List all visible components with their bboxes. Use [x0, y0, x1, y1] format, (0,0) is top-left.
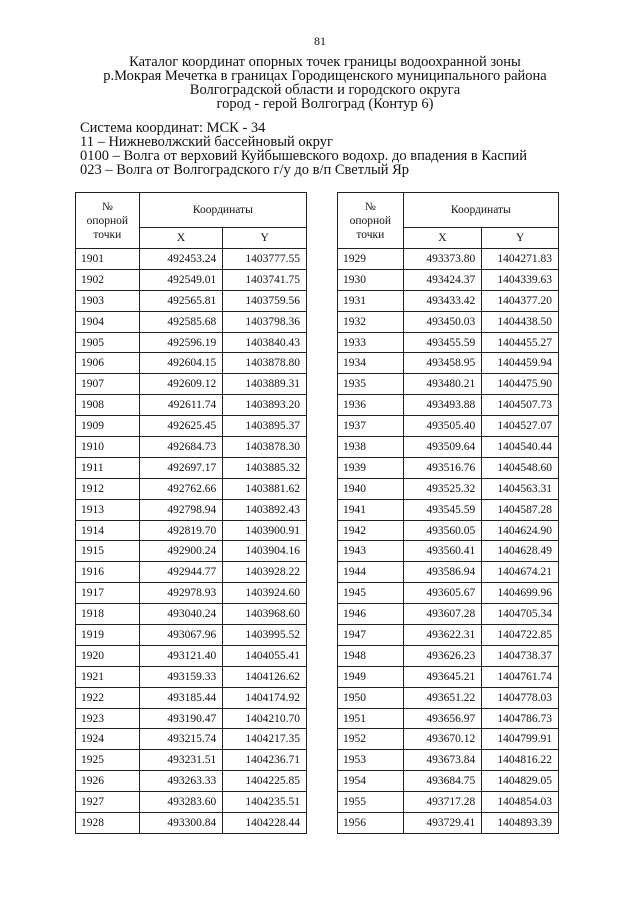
- point-number-cell: 1928: [76, 813, 140, 834]
- x-coordinate-cell: 493067.96: [139, 625, 223, 646]
- y-coordinate-cell: 1404854.03: [482, 792, 559, 813]
- table-row: [338, 750, 559, 771]
- header-coordinates: Координаты: [139, 193, 306, 228]
- point-number-cell: 1920: [76, 645, 140, 666]
- x-coordinate-cell: 493480.21: [403, 374, 482, 395]
- table-row: [338, 729, 559, 750]
- table-row: [76, 541, 307, 562]
- table-row: [338, 395, 559, 416]
- y-coordinate-cell: 1404738.37: [482, 645, 559, 666]
- table-row: [338, 583, 559, 604]
- x-coordinate-cell: 493263.33: [139, 771, 223, 792]
- x-coordinate-cell: 492453.24: [139, 249, 223, 270]
- table-row: [76, 457, 307, 478]
- x-coordinate-cell: 492604.15: [139, 353, 223, 374]
- x-coordinate-cell: 492978.93: [139, 583, 223, 604]
- x-coordinate-cell: 493525.32: [403, 478, 482, 499]
- point-number-cell: 1956: [338, 813, 404, 834]
- x-coordinate-cell: 493684.75: [403, 771, 482, 792]
- y-coordinate-cell: 1404893.39: [482, 813, 559, 834]
- point-number-cell: 1907: [76, 374, 140, 395]
- x-coordinate-cell: 493450.03: [403, 311, 482, 332]
- header-y: Y: [482, 228, 559, 249]
- y-coordinate-cell: 1404705.34: [482, 604, 559, 625]
- table-row: [338, 771, 559, 792]
- point-number-cell: 1949: [338, 666, 404, 687]
- y-coordinate-cell: 1403878.80: [223, 353, 307, 374]
- y-coordinate-cell: 1403900.91: [223, 520, 307, 541]
- document-title: [60, 55, 590, 111]
- table-row: [338, 541, 559, 562]
- table-row: [76, 750, 307, 771]
- point-number-cell: 1916: [76, 562, 140, 583]
- table-row: [338, 437, 559, 458]
- point-number-cell: 1945: [338, 583, 404, 604]
- point-number-cell: 1915: [76, 541, 140, 562]
- point-number-cell: 1933: [338, 332, 404, 353]
- table-row: [338, 562, 559, 583]
- table-row: [338, 792, 559, 813]
- point-number-cell: 1901: [76, 249, 140, 270]
- y-coordinate-cell: 1404339.63: [482, 269, 559, 290]
- x-coordinate-cell: 493729.41: [403, 813, 482, 834]
- y-coordinate-cell: 1403895.37: [223, 416, 307, 437]
- y-coordinate-cell: 1404438.50: [482, 311, 559, 332]
- table-row: [76, 729, 307, 750]
- point-number-cell: 1936: [338, 395, 404, 416]
- x-coordinate-cell: 493458.95: [403, 353, 482, 374]
- title-line: р.Мокрая Мечетка в границах Городищенского муниципального района: [103, 68, 547, 84]
- header-x: X: [139, 228, 223, 249]
- x-coordinate-cell: 493040.24: [139, 604, 223, 625]
- x-coordinate-cell: 493190.47: [139, 708, 223, 729]
- table-row: [338, 666, 559, 687]
- point-number-cell: 1946: [338, 604, 404, 625]
- y-coordinate-cell: 1404210.70: [223, 708, 307, 729]
- table-row: [338, 269, 559, 290]
- y-coordinate-cell: 1404459.94: [482, 353, 559, 374]
- point-number-cell: 1914: [76, 520, 140, 541]
- x-coordinate-cell: 492697.17: [139, 457, 223, 478]
- x-coordinate-cell: 493605.67: [403, 583, 482, 604]
- y-coordinate-cell: 1403928.22: [223, 562, 307, 583]
- y-coordinate-cell: 1404527.07: [482, 416, 559, 437]
- y-coordinate-cell: 1404778.03: [482, 687, 559, 708]
- table-row: [76, 520, 307, 541]
- y-coordinate-cell: 1404548.60: [482, 457, 559, 478]
- x-coordinate-cell: 492798.94: [139, 499, 223, 520]
- point-number-cell: 1903: [76, 290, 140, 311]
- y-coordinate-cell: 1404055.41: [223, 645, 307, 666]
- table-row: [76, 311, 307, 332]
- x-coordinate-cell: 492944.77: [139, 562, 223, 583]
- y-coordinate-cell: 1404236.71: [223, 750, 307, 771]
- point-number-cell: 1913: [76, 499, 140, 520]
- y-coordinate-cell: 1403904.16: [223, 541, 307, 562]
- x-coordinate-cell: 492900.24: [139, 541, 223, 562]
- point-number-cell: 1954: [338, 771, 404, 792]
- x-coordinate-cell: 493455.59: [403, 332, 482, 353]
- y-coordinate-cell: 1404540.44: [482, 437, 559, 458]
- table-row: [76, 478, 307, 499]
- y-coordinate-cell: 1403968.60: [223, 604, 307, 625]
- x-coordinate-cell: 493670.12: [403, 729, 482, 750]
- point-number-cell: 1939: [338, 457, 404, 478]
- point-number-cell: 1909: [76, 416, 140, 437]
- point-number-cell: 1922: [76, 687, 140, 708]
- point-number-cell: 1942: [338, 520, 404, 541]
- x-coordinate-cell: 493586.94: [403, 562, 482, 583]
- point-number-cell: 1905: [76, 332, 140, 353]
- table-row: [76, 374, 307, 395]
- point-number-cell: 1932: [338, 311, 404, 332]
- x-coordinate-cell: 493185.44: [139, 687, 223, 708]
- point-number-cell: 1934: [338, 353, 404, 374]
- x-coordinate-cell: 493516.76: [403, 457, 482, 478]
- x-coordinate-cell: 493560.41: [403, 541, 482, 562]
- x-coordinate-cell: 492565.81: [139, 290, 223, 311]
- x-coordinate-cell: 493509.64: [403, 437, 482, 458]
- system-line: 023 – Волга от Волгоградского г/у до в/п Светлый Яр: [80, 162, 410, 178]
- table-row: [76, 708, 307, 729]
- table-row: [76, 604, 307, 625]
- table-row: [338, 813, 559, 834]
- y-coordinate-cell: 1404507.73: [482, 395, 559, 416]
- table-row: [76, 269, 307, 290]
- x-coordinate-cell: 493673.84: [403, 750, 482, 771]
- table-row: [76, 583, 307, 604]
- point-number-cell: 1955: [338, 792, 404, 813]
- x-coordinate-cell: 493424.37: [403, 269, 482, 290]
- y-coordinate-cell: 1404816.22: [482, 750, 559, 771]
- point-number-cell: 1935: [338, 374, 404, 395]
- x-coordinate-cell: 492549.01: [139, 269, 223, 290]
- point-number-cell: 1924: [76, 729, 140, 750]
- y-coordinate-cell: 1403893.20: [223, 395, 307, 416]
- point-number-cell: 1931: [338, 290, 404, 311]
- x-coordinate-cell: 493121.40: [139, 645, 223, 666]
- x-coordinate-cell: 493651.22: [403, 687, 482, 708]
- coordinate-system-info: [80, 121, 600, 177]
- y-coordinate-cell: 1403892.43: [223, 499, 307, 520]
- y-coordinate-cell: 1404563.31: [482, 478, 559, 499]
- point-number-cell: 1947: [338, 625, 404, 646]
- point-number-cell: 1923: [76, 708, 140, 729]
- x-coordinate-cell: 493493.88: [403, 395, 482, 416]
- y-coordinate-cell: 1404786.73: [482, 708, 559, 729]
- x-coordinate-cell: 493607.28: [403, 604, 482, 625]
- y-coordinate-cell: 1403889.31: [223, 374, 307, 395]
- y-coordinate-cell: 1404587.28: [482, 499, 559, 520]
- y-coordinate-cell: 1404228.44: [223, 813, 307, 834]
- y-coordinate-cell: 1404674.21: [482, 562, 559, 583]
- y-coordinate-cell: 1403777.55: [223, 249, 307, 270]
- point-number-cell: 1925: [76, 750, 140, 771]
- point-number-cell: 1908: [76, 395, 140, 416]
- y-coordinate-cell: 1404722.85: [482, 625, 559, 646]
- table-row: [338, 374, 559, 395]
- y-coordinate-cell: 1404217.35: [223, 729, 307, 750]
- coordinates-table-right: [337, 192, 559, 834]
- x-coordinate-cell: 492596.19: [139, 332, 223, 353]
- y-coordinate-cell: 1403878.30: [223, 437, 307, 458]
- table-row: [338, 416, 559, 437]
- point-number-cell: 1912: [76, 478, 140, 499]
- y-coordinate-cell: 1404475.90: [482, 374, 559, 395]
- x-coordinate-cell: 492762.66: [139, 478, 223, 499]
- x-coordinate-cell: 493283.60: [139, 792, 223, 813]
- point-number-cell: 1929: [338, 249, 404, 270]
- table-row: [338, 311, 559, 332]
- point-number-cell: 1904: [76, 311, 140, 332]
- table-row: [76, 395, 307, 416]
- point-number-cell: 1910: [76, 437, 140, 458]
- point-number-cell: 1940: [338, 478, 404, 499]
- y-coordinate-cell: 1404624.90: [482, 520, 559, 541]
- header-point-number: № опорной точки: [338, 193, 404, 249]
- x-coordinate-cell: 493433.42: [403, 290, 482, 311]
- point-number-cell: 1926: [76, 771, 140, 792]
- x-coordinate-cell: 493505.40: [403, 416, 482, 437]
- table-row: [338, 290, 559, 311]
- x-coordinate-cell: 493545.59: [403, 499, 482, 520]
- x-coordinate-cell: 493215.74: [139, 729, 223, 750]
- y-coordinate-cell: 1404225.85: [223, 771, 307, 792]
- y-coordinate-cell: 1403924.60: [223, 583, 307, 604]
- y-coordinate-cell: 1404455.27: [482, 332, 559, 353]
- x-coordinate-cell: 492609.12: [139, 374, 223, 395]
- y-coordinate-cell: 1404799.91: [482, 729, 559, 750]
- x-coordinate-cell: 492611.74: [139, 395, 223, 416]
- table-row: [76, 813, 307, 834]
- x-coordinate-cell: 493560.05: [403, 520, 482, 541]
- table-row: [76, 499, 307, 520]
- point-number-cell: 1917: [76, 583, 140, 604]
- table-row: [76, 353, 307, 374]
- y-coordinate-cell: 1404235.51: [223, 792, 307, 813]
- title-line: Волгоградской области и городского округа: [189, 82, 461, 98]
- y-coordinate-cell: 1404377.20: [482, 290, 559, 311]
- point-number-cell: 1951: [338, 708, 404, 729]
- y-coordinate-cell: 1403881.62: [223, 478, 307, 499]
- y-coordinate-cell: 1403885.32: [223, 457, 307, 478]
- y-coordinate-cell: 1403741.75: [223, 269, 307, 290]
- x-coordinate-cell: 493626.23: [403, 645, 482, 666]
- point-number-cell: 1902: [76, 269, 140, 290]
- system-line: 0100 – Волга от верховий Куйбышевского водохр. до впадения в Каспий: [80, 148, 528, 164]
- x-coordinate-cell: 492819.70: [139, 520, 223, 541]
- point-number-cell: 1921: [76, 666, 140, 687]
- page-number: 81: [314, 34, 326, 48]
- table-row: [338, 457, 559, 478]
- table-row: [76, 437, 307, 458]
- point-number-cell: 1938: [338, 437, 404, 458]
- table-row: [76, 687, 307, 708]
- point-number-cell: 1911: [76, 457, 140, 478]
- table-row: [76, 562, 307, 583]
- table-row: [76, 416, 307, 437]
- y-coordinate-cell: 1404829.05: [482, 771, 559, 792]
- x-coordinate-cell: 492625.45: [139, 416, 223, 437]
- table-row: [76, 666, 307, 687]
- table-row: [338, 625, 559, 646]
- x-coordinate-cell: 493645.21: [403, 666, 482, 687]
- table-row: [338, 687, 559, 708]
- y-coordinate-cell: 1404628.49: [482, 541, 559, 562]
- y-coordinate-cell: 1404699.96: [482, 583, 559, 604]
- table-row: [338, 645, 559, 666]
- system-line: 11 – Нижневолжский бассейновый округ: [80, 134, 333, 150]
- table-row: [76, 625, 307, 646]
- table-row: [338, 478, 559, 499]
- header-coordinates: Координаты: [403, 193, 558, 228]
- system-line: Система координат: МСК - 34: [80, 120, 266, 136]
- table-row: [76, 249, 307, 270]
- header-point-number: № опорной точки: [76, 193, 140, 249]
- y-coordinate-cell: 1404761.74: [482, 666, 559, 687]
- y-coordinate-cell: 1403759.56: [223, 290, 307, 311]
- y-coordinate-cell: 1403995.52: [223, 625, 307, 646]
- y-coordinate-cell: 1404174.92: [223, 687, 307, 708]
- point-number-cell: 1948: [338, 645, 404, 666]
- title-line: Каталог координат опорных точек границы водоохранной зоны: [129, 54, 521, 70]
- header-y: Y: [223, 228, 307, 249]
- point-number-cell: 1937: [338, 416, 404, 437]
- table-row: [338, 353, 559, 374]
- table-row: [338, 249, 559, 270]
- table-row: [76, 332, 307, 353]
- point-number-cell: 1919: [76, 625, 140, 646]
- point-number-cell: 1944: [338, 562, 404, 583]
- header-x: X: [403, 228, 482, 249]
- table-row: [338, 708, 559, 729]
- point-number-cell: 1906: [76, 353, 140, 374]
- y-coordinate-cell: 1404271.83: [482, 249, 559, 270]
- x-coordinate-cell: 493231.51: [139, 750, 223, 771]
- point-number-cell: 1941: [338, 499, 404, 520]
- title-line: город - герой Волгоград (Контур 6): [216, 96, 434, 112]
- x-coordinate-cell: 493300.84: [139, 813, 223, 834]
- y-coordinate-cell: 1403840.43: [223, 332, 307, 353]
- x-coordinate-cell: 492585.68: [139, 311, 223, 332]
- x-coordinate-cell: 493373.80: [403, 249, 482, 270]
- x-coordinate-cell: 493159.33: [139, 666, 223, 687]
- table-row: [338, 499, 559, 520]
- table-row: [76, 771, 307, 792]
- point-number-cell: 1953: [338, 750, 404, 771]
- point-number-cell: 1927: [76, 792, 140, 813]
- table-row: [338, 520, 559, 541]
- x-coordinate-cell: 492684.73: [139, 437, 223, 458]
- y-coordinate-cell: 1404126.62: [223, 666, 307, 687]
- table-row: [76, 792, 307, 813]
- table-row: [76, 290, 307, 311]
- x-coordinate-cell: 493717.28: [403, 792, 482, 813]
- point-number-cell: 1918: [76, 604, 140, 625]
- table-row: [338, 604, 559, 625]
- coordinates-table-left: [75, 192, 307, 834]
- table-row: [338, 332, 559, 353]
- table-row: [76, 645, 307, 666]
- y-coordinate-cell: 1403798.36: [223, 311, 307, 332]
- point-number-cell: 1930: [338, 269, 404, 290]
- point-number-cell: 1950: [338, 687, 404, 708]
- x-coordinate-cell: 493656.97: [403, 708, 482, 729]
- x-coordinate-cell: 493622.31: [403, 625, 482, 646]
- point-number-cell: 1943: [338, 541, 404, 562]
- point-number-cell: 1952: [338, 729, 404, 750]
